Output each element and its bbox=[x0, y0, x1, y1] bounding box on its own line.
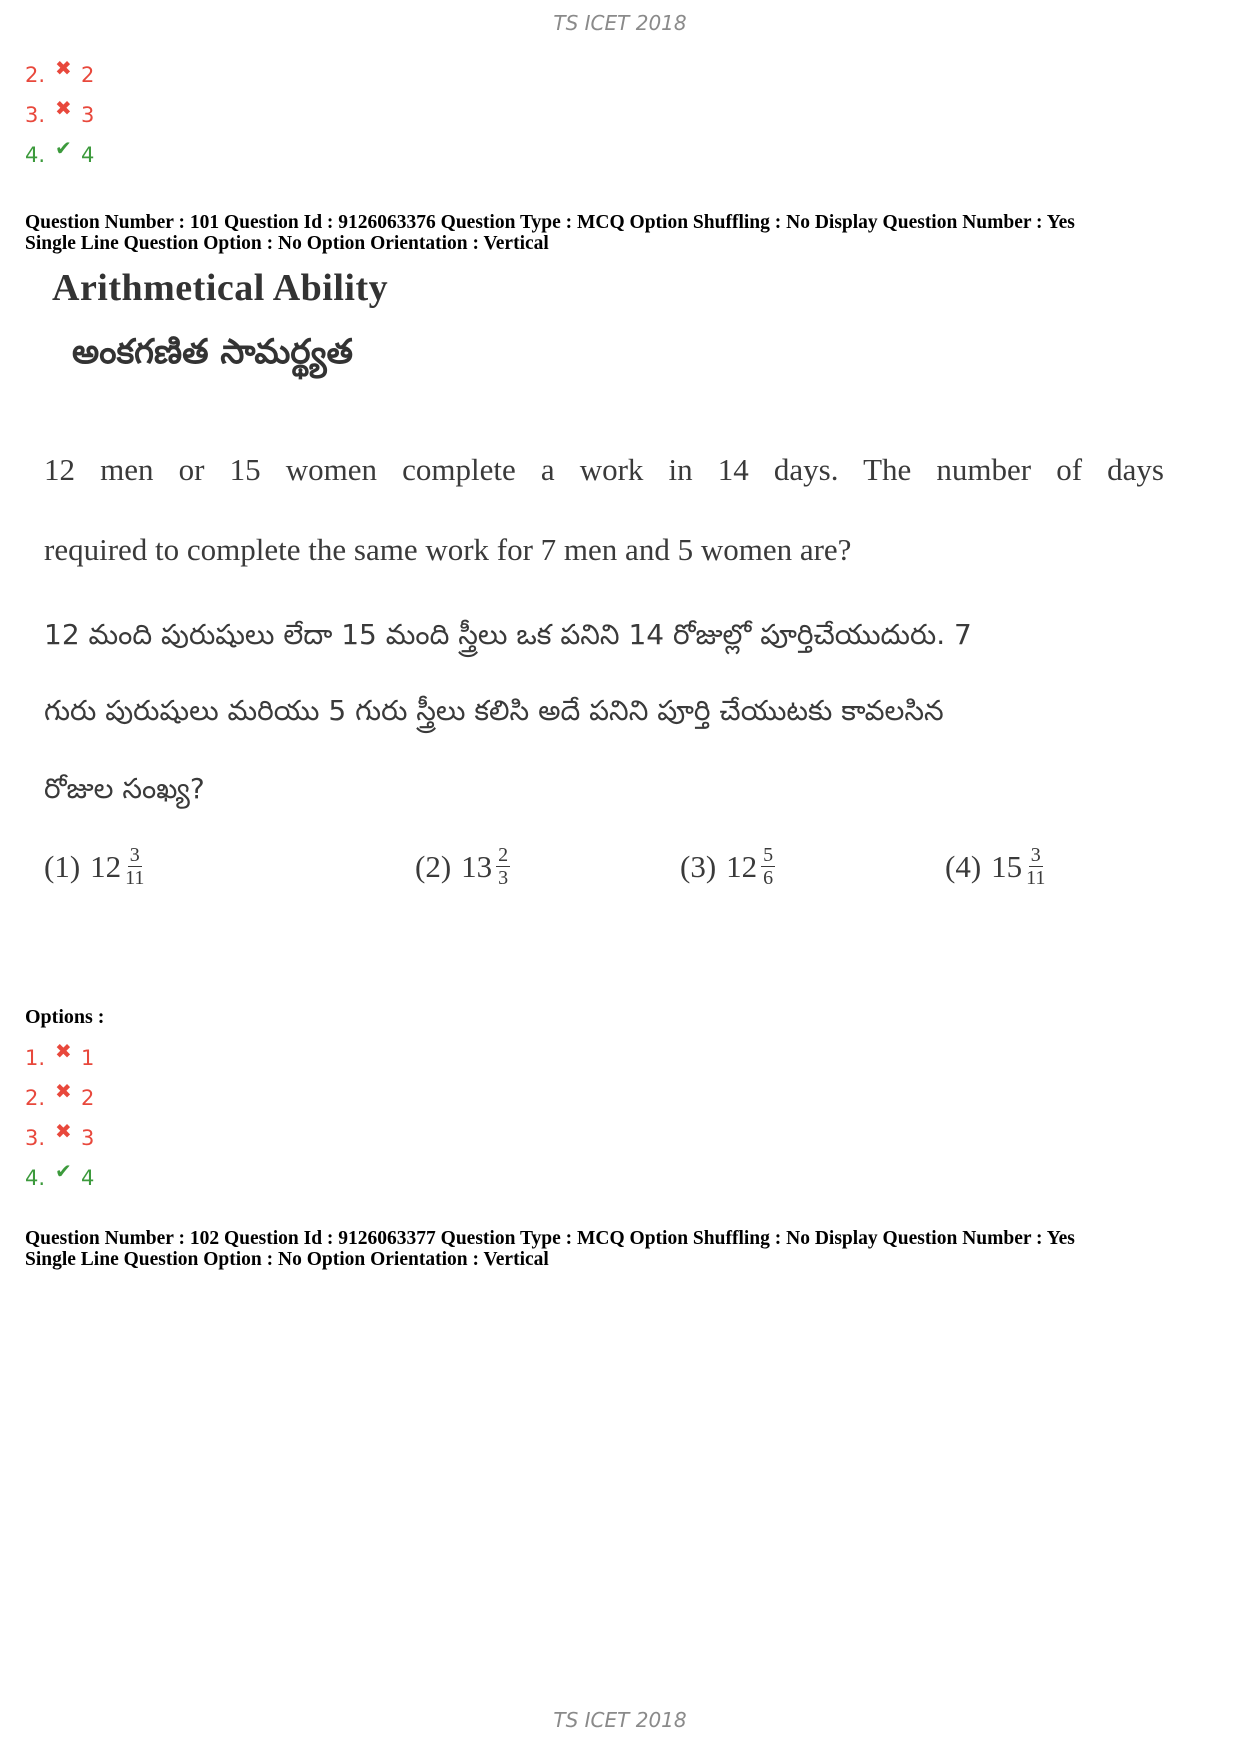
choice-whole: 13 bbox=[461, 848, 493, 884]
question-101-options-list bbox=[25, 1038, 94, 1198]
option-number: 2. bbox=[25, 63, 46, 87]
option-number: 1. bbox=[25, 1046, 46, 1070]
option-row bbox=[25, 1158, 94, 1198]
option-number: 2. bbox=[25, 1086, 46, 1110]
fraction-numerator: 2 bbox=[498, 844, 509, 866]
option-text: 3 bbox=[81, 103, 95, 127]
choice-label: (4) bbox=[945, 848, 982, 884]
cross-icon: ✖ bbox=[55, 1039, 72, 1063]
option-row bbox=[25, 95, 94, 135]
question-102-meta bbox=[25, 1228, 1225, 1270]
meta-line: Single Line Question Option : No Option Orientation : Vertical bbox=[25, 1249, 549, 1270]
page-header: TS ICET 2018 bbox=[553, 11, 687, 35]
question-text-english: required to complete the same work for 7 men and 5 women are? bbox=[44, 532, 852, 567]
choice-whole: 12 bbox=[726, 848, 758, 884]
meta-line: Question Number : 101 Question Id : 9126063376 Question Type : MCQ Option Shuffling : No Display Question Number : Yes bbox=[25, 212, 1075, 233]
choice-whole: 15 bbox=[991, 848, 1023, 884]
fraction-denominator: 11 bbox=[1026, 867, 1046, 889]
check-icon: ✔ bbox=[55, 136, 72, 160]
cross-icon: ✖ bbox=[55, 96, 72, 120]
choice-label: (2) bbox=[415, 848, 452, 884]
option-row bbox=[25, 55, 94, 95]
meta-line: Question Number : 102 Question Id : 9126063377 Question Type : MCQ Option Shuffling : No Display Question Number : Yes bbox=[25, 1228, 1075, 1249]
choice-fraction bbox=[1026, 844, 1045, 889]
option-row bbox=[25, 1038, 94, 1078]
choice-fraction bbox=[761, 844, 775, 889]
cross-icon: ✖ bbox=[55, 56, 72, 80]
option-row bbox=[25, 1118, 94, 1158]
option-number: 4. bbox=[25, 1166, 46, 1190]
question-text-telugu: రోజుల సంఖ్య? bbox=[44, 772, 205, 805]
choice-label: (3) bbox=[680, 848, 717, 884]
option-number: 3. bbox=[25, 1126, 46, 1150]
fraction-numerator: 5 bbox=[763, 844, 774, 866]
question-101-meta bbox=[25, 212, 1225, 254]
answer-choice-3 bbox=[680, 844, 775, 889]
cross-icon: ✖ bbox=[55, 1119, 72, 1143]
option-text: 3 bbox=[81, 1126, 95, 1150]
choice-fraction bbox=[496, 844, 510, 889]
fraction-numerator: 3 bbox=[129, 844, 140, 866]
fraction-denominator: 6 bbox=[763, 867, 774, 889]
meta-line: Single Line Question Option : No Option Orientation : Vertical bbox=[25, 233, 549, 254]
subject-title-english: Arithmetical Ability bbox=[52, 267, 389, 309]
check-icon: ✔ bbox=[55, 1159, 72, 1183]
option-text: 4 bbox=[81, 143, 95, 167]
answer-choice-1 bbox=[44, 844, 144, 889]
option-row bbox=[25, 135, 94, 175]
option-row bbox=[25, 1078, 94, 1118]
cross-icon: ✖ bbox=[55, 1079, 72, 1103]
choice-label: (1) bbox=[44, 848, 81, 884]
option-text: 2 bbox=[81, 1086, 95, 1110]
option-number: 3. bbox=[25, 103, 46, 127]
fraction-denominator: 3 bbox=[498, 867, 509, 889]
answer-choice-2 bbox=[415, 844, 510, 889]
fraction-denominator: 11 bbox=[125, 867, 145, 889]
page-footer: TS ICET 2018 bbox=[553, 1708, 687, 1732]
answer-choice-4 bbox=[945, 844, 1045, 889]
options-title: Options : bbox=[25, 1006, 105, 1028]
previous-options-list bbox=[25, 55, 94, 175]
option-text: 4 bbox=[81, 1166, 95, 1190]
question-text-telugu: 12 మంది పురుషులు లేదా 15 మంది స్త్రీలు ఒక పనిని 14 రోజుల్లో పూర్తిచేయుదురు. 7 bbox=[44, 618, 972, 651]
choice-whole: 12 bbox=[90, 848, 122, 884]
option-text: 1 bbox=[81, 1046, 95, 1070]
question-text-telugu: గురు పురుషులు మరియు 5 గురు స్త్రీలు కలిసి అదే పనిని పూర్తి చేయుటకు కావలసిన bbox=[44, 694, 944, 727]
subject-title-telugu: అంకగణిత సామర్థ్యత bbox=[72, 332, 353, 372]
question-101-image bbox=[30, 262, 1180, 912]
fraction-numerator: 3 bbox=[1030, 844, 1041, 866]
option-text: 2 bbox=[81, 63, 95, 87]
option-number: 4. bbox=[25, 143, 46, 167]
choice-fraction bbox=[125, 844, 144, 889]
question-text-english: 12 men or 15 women complete a work in 14 days. The number of days bbox=[44, 452, 1164, 487]
